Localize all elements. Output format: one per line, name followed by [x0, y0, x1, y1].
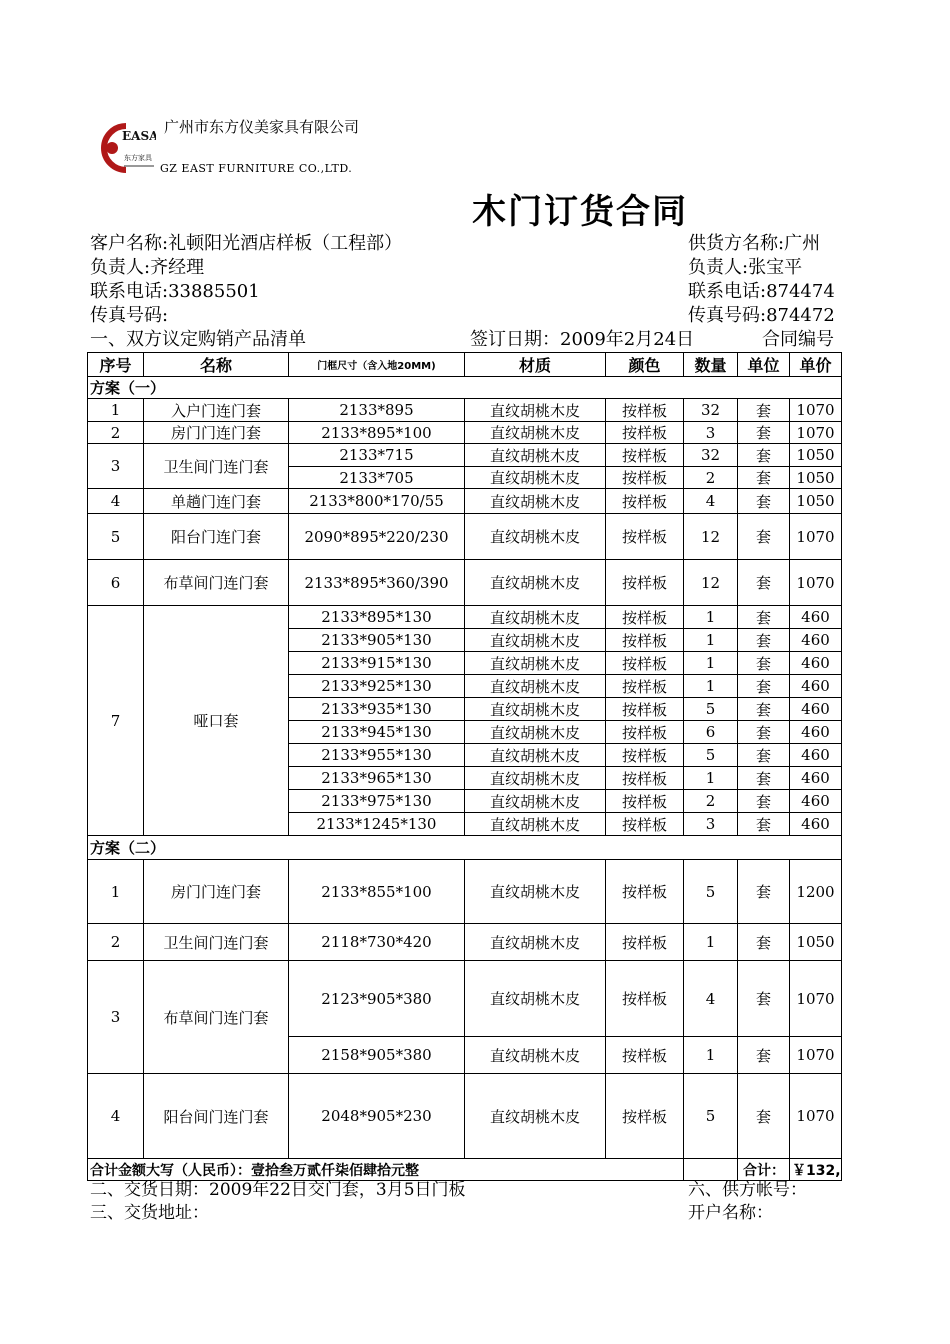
row-name: 入户门连门套: [144, 399, 289, 422]
row-color: 按样板: [606, 467, 684, 489]
row-size: 2133*895: [289, 399, 465, 422]
row-price: 1070: [790, 961, 842, 1037]
row-name: 布草间门连门套: [144, 961, 289, 1074]
supplier-contact: 负责人:张宝平: [688, 257, 803, 278]
row-material: 直纹胡桃木皮: [465, 924, 606, 961]
row-color: 按样板: [606, 489, 684, 514]
row-unit: 套: [738, 924, 790, 961]
row-name: 卫生间门连门套: [144, 444, 289, 489]
table-row: [88, 422, 842, 444]
row-quantity: 5: [684, 860, 738, 924]
row-unit: 套: [738, 606, 790, 629]
row-quantity: 12: [684, 514, 738, 560]
row-color: 按样板: [606, 698, 684, 721]
row-size: 2048*905*230: [289, 1074, 465, 1159]
table-row: [88, 560, 842, 606]
row-unit: 套: [738, 444, 790, 467]
company-name-cn: 广州市东方仪美家具有限公司: [164, 118, 360, 136]
logo-text: EASA: [122, 129, 156, 143]
row-material: 直纹胡桃木皮: [465, 721, 606, 744]
row-material: 直纹胡桃木皮: [465, 744, 606, 767]
plan-2-label: 方案（二）: [88, 836, 842, 860]
table-row: [88, 860, 842, 924]
row-color: 按样板: [606, 629, 684, 652]
row-number: 4: [88, 1074, 144, 1159]
row-quantity: 1: [684, 652, 738, 675]
row-size: 2133*965*130: [289, 767, 465, 790]
row-unit: 套: [738, 629, 790, 652]
row-size: 2090*895*220/230: [289, 514, 465, 560]
row-color: 按样板: [606, 860, 684, 924]
row-quantity: 3: [684, 813, 738, 836]
row-unit: 套: [738, 790, 790, 813]
row-quantity: 5: [684, 744, 738, 767]
row-price: 460: [790, 721, 842, 744]
row-material: 直纹胡桃木皮: [465, 444, 606, 467]
row-size: 2133*905*130: [289, 629, 465, 652]
row-name: 阳台间门连门套: [144, 1074, 289, 1159]
row-size: 2133*975*130: [289, 790, 465, 813]
row-quantity: 5: [684, 1074, 738, 1159]
row-unit: 套: [738, 399, 790, 422]
row-number: 2: [88, 422, 144, 444]
row-color: 按样板: [606, 514, 684, 560]
row-number: 7: [88, 606, 144, 836]
row-unit: 套: [738, 422, 790, 444]
row-quantity: 4: [684, 489, 738, 514]
row-price: 1070: [790, 399, 842, 422]
row-name: 布草间门连门套: [144, 560, 289, 606]
row-material: 直纹胡桃木皮: [465, 606, 606, 629]
row-price: 460: [790, 813, 842, 836]
row-price: 460: [790, 790, 842, 813]
row-size: 2123*905*380: [289, 961, 465, 1037]
table-row: [88, 399, 842, 422]
total-amount-words: 合计金额大写（人民币）：壹拾叁万贰仟柒佰肆拾元整: [88, 1159, 684, 1181]
row-color: 按样板: [606, 560, 684, 606]
row-price: 1070: [790, 560, 842, 606]
header-quantity: 数量: [684, 353, 738, 377]
row-name: 哑口套: [144, 606, 289, 836]
row-name: 单趟门连门套: [144, 489, 289, 514]
supplier-phone: 联系电话:874474: [688, 281, 835, 302]
row-material: 直纹胡桃木皮: [465, 961, 606, 1037]
row-size: 2133*895*100: [289, 422, 465, 444]
row-number: 6: [88, 560, 144, 606]
row-price: 1070: [790, 1037, 842, 1074]
row-number: 3: [88, 961, 144, 1074]
row-size: 2133*935*130: [289, 698, 465, 721]
row-quantity: 4: [684, 961, 738, 1037]
header-name: 名称: [144, 353, 289, 377]
company-name-en: GZ EAST FURNITURE CO.,LTD.: [160, 162, 353, 175]
row-unit: 套: [738, 698, 790, 721]
row-price: 1200: [790, 860, 842, 924]
row-material: 直纹胡桃木皮: [465, 675, 606, 698]
row-material: 直纹胡桃木皮: [465, 560, 606, 606]
row-quantity: 2: [684, 790, 738, 813]
row-material: 直纹胡桃木皮: [465, 629, 606, 652]
row-price: 460: [790, 652, 842, 675]
row-unit: 套: [738, 813, 790, 836]
row-number: 2: [88, 924, 144, 961]
row-color: 按样板: [606, 606, 684, 629]
row-material: 直纹胡桃木皮: [465, 399, 606, 422]
row-material: 直纹胡桃木皮: [465, 790, 606, 813]
row-unit: 套: [738, 514, 790, 560]
row-color: 按样板: [606, 721, 684, 744]
row-unit: 套: [738, 1037, 790, 1074]
row-color: 按样板: [606, 399, 684, 422]
row-size: 2133*925*130: [289, 675, 465, 698]
row-color: 按样板: [606, 767, 684, 790]
row-color: 按样板: [606, 813, 684, 836]
row-unit: 套: [738, 652, 790, 675]
row-number: 5: [88, 514, 144, 560]
row-unit: 套: [738, 675, 790, 698]
row-price: 1050: [790, 444, 842, 467]
row-unit: 套: [738, 560, 790, 606]
row-size: 2133*915*130: [289, 652, 465, 675]
header-material: 材质: [465, 353, 606, 377]
row-size: 2158*905*380: [289, 1037, 465, 1074]
row-size: 2133*800*170/55: [289, 489, 465, 514]
customer-contact: 负责人:齐经理: [90, 257, 205, 278]
row-size: 2133*955*130: [289, 744, 465, 767]
row-quantity: 1: [684, 629, 738, 652]
table-row: [88, 606, 842, 629]
logo-sub: 东方家具: [124, 154, 152, 162]
row-number: 1: [88, 399, 144, 422]
row-price: 460: [790, 698, 842, 721]
row-price: 460: [790, 767, 842, 790]
total-value: ￥132,: [790, 1159, 842, 1181]
contract-number: 合同编号: [762, 329, 834, 350]
row-size: 2133*715: [289, 444, 465, 467]
row-number: 3: [88, 444, 144, 489]
row-price: 1070: [790, 514, 842, 560]
row-price: 460: [790, 629, 842, 652]
table-row: [88, 444, 842, 467]
table-row: [88, 1074, 842, 1159]
row-quantity: 6: [684, 721, 738, 744]
row-color: 按样板: [606, 1074, 684, 1159]
row-unit: 套: [738, 860, 790, 924]
row-quantity: 32: [684, 399, 738, 422]
row-unit: 套: [738, 767, 790, 790]
row-price: 1070: [790, 422, 842, 444]
row-quantity: 1: [684, 606, 738, 629]
row-color: 按样板: [606, 961, 684, 1037]
row-quantity: 1: [684, 767, 738, 790]
row-material: 直纹胡桃木皮: [465, 860, 606, 924]
supplier-account: 六、供方帐号：: [688, 1180, 807, 1200]
row-color: 按样板: [606, 924, 684, 961]
row-color: 按样板: [606, 744, 684, 767]
bank-name: 开户名称：: [688, 1203, 773, 1223]
section-1-heading: 一、双方议定购销产品清单: [90, 329, 306, 350]
row-name: 房门门连门套: [144, 422, 289, 444]
row-name: 房门门连门套: [144, 860, 289, 924]
row-unit: 套: [738, 489, 790, 514]
row-color: 按样板: [606, 1037, 684, 1074]
row-unit: 套: [738, 1074, 790, 1159]
row-material: 直纹胡桃木皮: [465, 467, 606, 489]
row-quantity: 32: [684, 444, 738, 467]
plan-1-label: 方案（一）: [88, 377, 842, 399]
row-color: 按样板: [606, 444, 684, 467]
row-quantity: 1: [684, 924, 738, 961]
row-size: 2133*1245*130: [289, 813, 465, 836]
row-size: 2133*945*130: [289, 721, 465, 744]
company-logo: [96, 120, 156, 176]
header-size: 门框尺寸（含入地20MM): [289, 353, 465, 377]
delivery-date: 二、交货日期：2009年22日交门套，3月5日门板: [90, 1180, 466, 1200]
customer-name: 客户名称:礼顿阳光酒店样板（工程部）: [90, 233, 403, 254]
row-size: 2133*895*360/390: [289, 560, 465, 606]
row-price: 1050: [790, 467, 842, 489]
row-material: 直纹胡桃木皮: [465, 652, 606, 675]
row-material: 直纹胡桃木皮: [465, 1074, 606, 1159]
row-unit: 套: [738, 961, 790, 1037]
row-price: 460: [790, 606, 842, 629]
header-color: 颜色: [606, 353, 684, 377]
row-material: 直纹胡桃木皮: [465, 422, 606, 444]
row-size: 2133*895*130: [289, 606, 465, 629]
row-quantity: 1: [684, 1037, 738, 1074]
row-material: 直纹胡桃木皮: [465, 489, 606, 514]
row-size: 2118*730*420: [289, 924, 465, 961]
row-size: 2133*705: [289, 467, 465, 489]
row-material: 直纹胡桃木皮: [465, 813, 606, 836]
table-header: [88, 353, 842, 377]
customer-fax: 传真号码:: [90, 305, 169, 326]
row-price: 460: [790, 675, 842, 698]
row-color: 按样板: [606, 652, 684, 675]
row-name: 卫生间门连门套: [144, 924, 289, 961]
total-blank: [684, 1159, 738, 1181]
row-price: 460: [790, 744, 842, 767]
header-unit: 单位: [738, 353, 790, 377]
row-number: 4: [88, 489, 144, 514]
total-label: 合计：: [738, 1159, 790, 1181]
sign-date: 签订日期：2009年2月24日: [470, 329, 695, 350]
row-material: 直纹胡桃木皮: [465, 1037, 606, 1074]
row-color: 按样板: [606, 422, 684, 444]
row-color: 按样板: [606, 675, 684, 698]
table-row: [88, 489, 842, 514]
customer-phone: 联系电话:33885501: [90, 281, 260, 302]
row-unit: 套: [738, 744, 790, 767]
row-unit: 套: [738, 721, 790, 744]
row-material: 直纹胡桃木皮: [465, 514, 606, 560]
row-unit: 套: [738, 467, 790, 489]
table-row: [88, 924, 842, 961]
total-row: [88, 1159, 842, 1181]
row-name: 阳台门连门套: [144, 514, 289, 560]
row-quantity: 3: [684, 422, 738, 444]
row-price: 1070: [790, 1074, 842, 1159]
header-price: 单价: [790, 353, 842, 377]
row-quantity: 12: [684, 560, 738, 606]
page-title: 木门订货合同: [472, 192, 688, 232]
row-material: 直纹胡桃木皮: [465, 767, 606, 790]
supplier-name: 供货方名称:广州: [688, 233, 821, 254]
row-price: 1050: [790, 924, 842, 961]
row-price: 1050: [790, 489, 842, 514]
supplier-fax: 传真号码:874472: [688, 305, 835, 326]
row-number: 1: [88, 860, 144, 924]
row-quantity: 2: [684, 467, 738, 489]
delivery-address: 三、交货地址：: [90, 1203, 209, 1223]
row-material: 直纹胡桃木皮: [465, 698, 606, 721]
product-table: [87, 352, 842, 1181]
table-row: [88, 961, 842, 1037]
row-color: 按样板: [606, 790, 684, 813]
table-row: [88, 514, 842, 560]
row-quantity: 1: [684, 675, 738, 698]
row-quantity: 5: [684, 698, 738, 721]
row-size: 2133*855*100: [289, 860, 465, 924]
header-number: 序号: [88, 353, 144, 377]
